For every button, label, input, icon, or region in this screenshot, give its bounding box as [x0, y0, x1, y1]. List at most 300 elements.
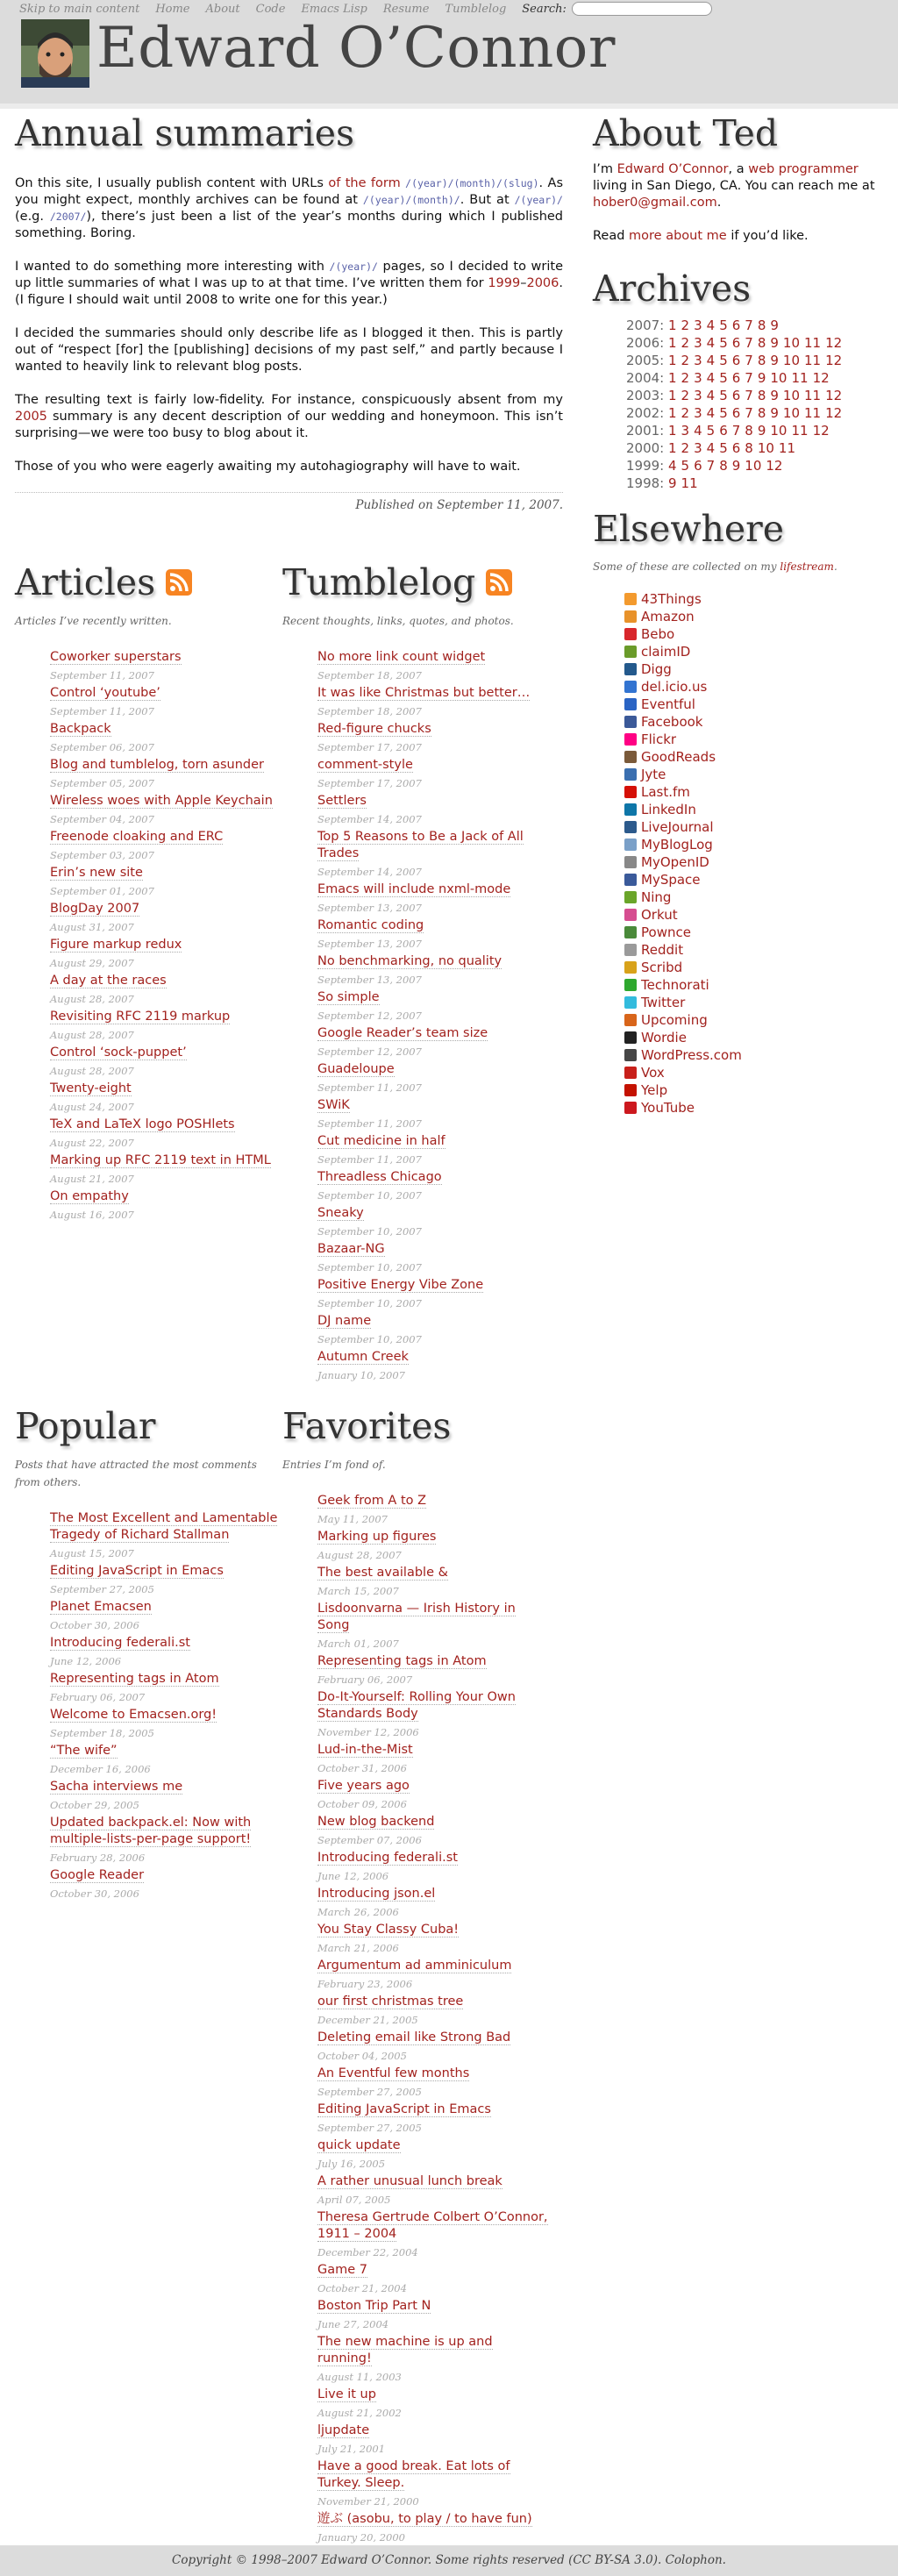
elsewhere-link[interactable]: Facebook [641, 714, 703, 730]
list-item [317, 1205, 550, 1241]
archive-month-link[interactable]: 8 [757, 335, 766, 351]
elsewhere-link[interactable]: Amazon [641, 609, 695, 624]
entry-link[interactable]: Emacs will include nxml-mode [317, 882, 511, 896]
entry-link[interactable]: Settlers [317, 794, 367, 808]
list-item [317, 2209, 550, 2262]
elsewhere-item[interactable] [624, 590, 882, 608]
entry-link[interactable]: A rather unusual lunch break [317, 2174, 502, 2188]
entry-link[interactable]: Google Reader [50, 1868, 145, 1882]
archive-month-link[interactable]: 7 [745, 353, 753, 368]
nav-home[interactable]: Home [155, 2, 190, 16]
entry-link[interactable]: Game 7 [317, 2263, 368, 2277]
archive-month-link[interactable]: 8 [757, 388, 766, 403]
elsewhere-link[interactable]: Ning [641, 889, 672, 905]
elsewhere-link[interactable]: WordPress.com [641, 1047, 742, 1063]
archive-month-link[interactable]: 6 [731, 318, 741, 333]
elsewhere-link[interactable]: claimID [641, 644, 691, 660]
elsewhere-item[interactable] [624, 1099, 882, 1117]
entry-link[interactable]: DJ name [317, 1314, 372, 1328]
entry-link[interactable]: Erin’s new site [50, 866, 143, 880]
entry-link[interactable]: Revisiting RFC 2119 markup [50, 1010, 231, 1024]
archives-heading: Archives [593, 268, 752, 310]
entry-link[interactable]: The Most Excellent and Lamentable Tragedy of Richard Stallman [50, 1511, 278, 1542]
text: On this site, I usually publish content with URLs [15, 176, 329, 190]
entry-link[interactable]: BlogDay 2007 [50, 902, 140, 916]
entry-link[interactable]: Do-It-Yourself: Rolling Your Own Standards Body [317, 1690, 516, 1721]
elsewhere-item[interactable] [624, 924, 882, 941]
entry-link[interactable]: Five years ago [317, 1779, 410, 1793]
entry-date: January 10, 2007 [317, 1369, 405, 1381]
archive-month-link[interactable]: 10 [745, 458, 762, 474]
elsewhere-item[interactable] [624, 959, 882, 976]
archive-month-link[interactable]: 11 [804, 405, 822, 421]
list-item [317, 1958, 550, 1994]
nav-code[interactable]: Code [255, 2, 286, 16]
tumblelog-heading [282, 558, 550, 607]
entry-link[interactable]: Sneaky [317, 1206, 364, 1220]
entry-link[interactable]: It was like Christmas but better… [317, 686, 531, 700]
archive-month-link[interactable]: 4 [706, 353, 716, 368]
archive-month-link[interactable]: 12 [825, 353, 843, 368]
entry-link[interactable]: TeX and LaTeX logo POSHlets [50, 1117, 235, 1131]
archive-month-link[interactable]: 9 [731, 458, 741, 474]
archive-month-link[interactable]: 1 [668, 388, 677, 403]
archive-month-link[interactable]: 8 [757, 318, 766, 333]
entry-link[interactable]: Marking up RFC 2119 text in HTML [50, 1153, 271, 1167]
archive-month-link[interactable]: 9 [770, 318, 779, 333]
elsewhere-item[interactable] [624, 625, 882, 643]
entry-link[interactable]: New blog backend [317, 1815, 435, 1829]
archive-month-link[interactable]: 2 [681, 405, 690, 421]
archive-month-link[interactable]: 5 [719, 370, 728, 386]
entry-link[interactable]: Lud-in-the-Mist [317, 1743, 413, 1757]
archive-month-link[interactable]: 7 [706, 458, 716, 474]
archive-month-link[interactable]: 8 [719, 458, 728, 474]
archive-year: 2002: [626, 405, 668, 421]
archive-month-link[interactable]: 3 [681, 423, 690, 439]
entry-link[interactable]: Representing tags in Atom [317, 1654, 487, 1668]
entry-link[interactable]: You Stay Classy Cuba! [317, 1923, 460, 1937]
jyte-icon [624, 768, 637, 781]
elsewhere-link[interactable]: Jyte [641, 767, 666, 782]
archive-month-link[interactable]: 2 [681, 370, 690, 386]
archive-month-link[interactable]: 6 [731, 353, 741, 368]
archive-month-link[interactable]: 2 [681, 353, 690, 368]
more-about-me-link[interactable]: more about me [629, 229, 727, 243]
entry-link[interactable]: Editing JavaScript in Emacs [317, 2102, 491, 2116]
entry-link[interactable]: comment-style [317, 758, 413, 772]
archive-month-link[interactable]: 4 [706, 388, 716, 403]
archive-month-link[interactable]: 4 [706, 318, 716, 333]
elsewhere-item[interactable] [624, 888, 882, 906]
archive-month-link[interactable]: 4 [706, 440, 716, 456]
elsewhere-item[interactable] [624, 1011, 882, 1029]
name-link[interactable]: Edward O’Connor [616, 162, 729, 176]
rss-feed-icon[interactable] [486, 569, 512, 596]
archive-month-link[interactable]: 2 [681, 335, 690, 351]
archive-month-link[interactable]: 9 [770, 335, 779, 351]
nav-resume[interactable]: Resume [382, 2, 430, 16]
entry-link[interactable]: Blog and tumblelog, torn asunder [50, 758, 264, 772]
archive-month-link[interactable]: 9 [757, 423, 766, 439]
elsewhere-link[interactable]: Flickr [641, 731, 677, 747]
archive-month-link[interactable]: 3 [694, 440, 702, 456]
year-1999-link[interactable]: 1999 [488, 276, 521, 290]
entry-link[interactable]: Control ‘youtube’ [50, 686, 160, 700]
archive-month-link[interactable]: 11 [791, 423, 809, 439]
archive-month-link[interactable]: 1 [668, 318, 677, 333]
elsewhere-link[interactable]: MyOpenID [641, 854, 709, 870]
elsewhere-link[interactable]: Scribd [641, 960, 683, 975]
entry-link[interactable]: “The wife” [50, 1744, 118, 1758]
elsewhere-item[interactable] [624, 976, 882, 994]
elsewhere-item[interactable] [624, 1064, 882, 1081]
elsewhere-link[interactable]: Reddit [641, 942, 684, 958]
archive-month-link[interactable]: 11 [791, 370, 809, 386]
entry-link[interactable]: Boston Trip Part N [317, 2299, 431, 2313]
entry-link[interactable]: Sacha interviews me [50, 1780, 183, 1794]
list-item [50, 1081, 282, 1117]
elsewhere-item[interactable] [624, 801, 882, 818]
entry-link[interactable]: quick update [317, 2138, 401, 2152]
entry-link[interactable]: Deleting email like Strong Bad [317, 2030, 511, 2044]
archive-month-link[interactable]: 5 [681, 458, 690, 474]
archive-month-link[interactable]: 1 [668, 405, 677, 421]
entry-date: August 11, 2003 [317, 2371, 402, 2383]
archive-month-link[interactable]: 7 [731, 423, 741, 439]
elsewhere-item[interactable] [624, 643, 882, 660]
archive-month-link[interactable]: 3 [694, 353, 702, 368]
entry-link[interactable]: The new machine is up and running! [317, 2335, 493, 2365]
archive-month-link[interactable]: 1 [668, 370, 677, 386]
elsewhere-link[interactable]: Wordie [641, 1030, 687, 1045]
elsewhere-item[interactable] [624, 783, 882, 801]
entry-link[interactable]: No benchmarking, no quality [317, 954, 502, 968]
entry-date: December 22, 2004 [317, 2246, 418, 2258]
elsewhere-item[interactable] [624, 941, 882, 959]
archive-month-link[interactable]: 1 [668, 335, 677, 351]
elsewhere-heading: Elsewhere [593, 508, 784, 550]
articles-description: Articles I’ve recently written. [15, 615, 172, 627]
nav-emacs-lisp[interactable]: Emacs Lisp [301, 2, 367, 16]
entry-link[interactable]: Threadless Chicago [317, 1170, 442, 1184]
archive-month-link[interactable]: 5 [706, 423, 716, 439]
entry-link[interactable]: Editing JavaScript in Emacs [50, 1564, 224, 1578]
rss-feed-icon[interactable] [166, 569, 192, 596]
entry-link[interactable]: Bazaar-NG [317, 1242, 385, 1256]
elsewhere-link[interactable]: Technorati [641, 977, 709, 993]
summary-paragraph-4 [15, 392, 563, 442]
email-link[interactable]: hober0@gmail.com [593, 196, 717, 210]
year-2007-link[interactable]: /2007/ [49, 211, 87, 223]
elsewhere-link[interactable]: 43Things [641, 591, 702, 607]
archive-month-link[interactable]: 5 [719, 335, 728, 351]
entry-link[interactable]: Romantic coding [317, 918, 424, 932]
archive-month-link[interactable]: 9 [668, 475, 677, 491]
archive-month-link[interactable]: 9 [770, 405, 779, 421]
sidebar [593, 109, 882, 1117]
list-item [317, 2030, 550, 2066]
elsewhere-item[interactable] [624, 1081, 882, 1099]
archive-month-link[interactable]: 12 [825, 335, 843, 351]
entry-link[interactable]: Top 5 Reasons to Be a Jack of All Trades [317, 830, 524, 860]
archive-month-link[interactable]: 12 [812, 370, 830, 386]
elsewhere-item[interactable] [624, 608, 882, 625]
archive-month-link[interactable]: 2 [681, 388, 690, 403]
archive-month-link[interactable]: 3 [694, 335, 702, 351]
archive-month-link[interactable]: 12 [825, 405, 843, 421]
code-year: /(year)/ [514, 194, 563, 206]
form-link[interactable]: of the form [328, 176, 401, 190]
yelp-icon [624, 1084, 637, 1096]
archive-year-row [593, 457, 882, 475]
year-2005-link[interactable]: 2005 [15, 410, 47, 424]
archive-month-link[interactable]: 12 [766, 458, 783, 474]
entry-link[interactable]: 遊ぶ (asobu, to play / to have fun) [317, 2512, 532, 2526]
archive-month-link[interactable]: 3 [694, 388, 702, 403]
elsewhere-link[interactable]: YouTube [641, 1100, 695, 1116]
archive-month-link[interactable]: 10 [782, 353, 801, 368]
elsewhere-link[interactable]: Pownce [641, 924, 691, 940]
elsewhere-link[interactable]: MySpace [641, 872, 701, 888]
archive-month-link[interactable]: 5 [719, 353, 728, 368]
entry-link[interactable]: Lisdoonvarna — Irish History in Song [317, 1602, 516, 1632]
skip-link[interactable]: Skip to main content [19, 2, 140, 16]
archive-month-link[interactable]: 10 [757, 440, 774, 456]
entry-link[interactable]: SWiK [317, 1098, 350, 1112]
elsewhere-link[interactable]: LinkedIn [641, 802, 696, 817]
elsewhere-item[interactable] [624, 713, 882, 731]
main-content [15, 109, 563, 512]
archive-month-link[interactable]: 2 [681, 440, 690, 456]
archive-month-link[interactable]: 12 [825, 388, 843, 403]
archive-month-link[interactable]: 2 [681, 318, 690, 333]
entry-link[interactable]: Updated backpack.el: Now with multiple-lists-per-page support! [50, 1816, 252, 1846]
archive-month-link[interactable]: 3 [694, 405, 702, 421]
entry-link[interactable]: Introducing federali.st [50, 1636, 190, 1650]
elsewhere-link[interactable]: Twitter [641, 995, 686, 1010]
entry-link[interactable]: Introducing json.el [317, 1887, 436, 1901]
entry-link[interactable]: Representing tags in Atom [50, 1672, 219, 1686]
entry-link[interactable]: Red-figure chucks [317, 722, 431, 736]
elsewhere-link[interactable]: del.icio.us [641, 679, 708, 695]
lifestream-link[interactable]: lifestream [780, 560, 834, 573]
archive-month-link[interactable]: 6 [731, 335, 741, 351]
archive-month-link[interactable]: 4 [706, 370, 716, 386]
entry-link[interactable]: Wireless woes with Apple Keychain [50, 794, 273, 808]
entry-link[interactable]: Control ‘sock-puppet’ [50, 1045, 187, 1060]
archive-month-link[interactable]: 7 [745, 370, 753, 386]
archive-year: 2006: [626, 335, 668, 351]
list-item [50, 793, 282, 829]
archive-month-link[interactable]: 6 [731, 388, 741, 403]
elsewhere-item[interactable] [624, 871, 882, 888]
list-item [50, 1152, 282, 1188]
archive-month-link[interactable]: 5 [719, 388, 728, 403]
elsewhere-link[interactable]: Last.fm [641, 784, 690, 800]
search-input[interactable] [572, 2, 712, 16]
entry-link[interactable]: Welcome to Emacsen.org! [50, 1708, 217, 1722]
entry-link[interactable]: On empathy [50, 1189, 129, 1203]
archive-month-link[interactable]: 6 [731, 370, 741, 386]
entry-link[interactable]: Live it up [317, 2387, 376, 2401]
archive-month-link[interactable]: 6 [719, 423, 728, 439]
archive-month-link[interactable]: 11 [778, 440, 796, 456]
nav-about[interactable]: About [205, 2, 240, 16]
entry-link[interactable]: ljupdate [317, 2423, 370, 2437]
archive-month-link[interactable]: 4 [706, 405, 716, 421]
entry-link[interactable]: The best available & [317, 1566, 448, 1580]
entry-link[interactable]: No more link count widget [317, 650, 486, 664]
archive-month-link[interactable]: 10 [782, 335, 801, 351]
archive-month-link[interactable]: 1 [668, 353, 677, 368]
entry-date: August 21, 2007 [50, 1173, 134, 1185]
list-item [50, 1045, 282, 1081]
elsewhere-item[interactable] [624, 731, 882, 748]
archive-month-link[interactable]: 11 [804, 335, 822, 351]
elsewhere-link[interactable]: Eventful [641, 696, 695, 712]
archive-month-link[interactable]: 6 [694, 458, 702, 474]
archive-month-link[interactable]: 9 [757, 370, 766, 386]
elsewhere-link[interactable]: Digg [641, 661, 672, 677]
entry-link[interactable]: Theresa Gertrude Colbert O’Connor, 1911 – 2004 [317, 2210, 548, 2241]
archive-month-link[interactable]: 1 [668, 423, 677, 439]
archive-month-link[interactable]: 5 [719, 405, 728, 421]
archive-month-link[interactable]: 12 [812, 423, 830, 439]
list-item [317, 1601, 550, 1653]
elsewhere-link[interactable]: LiveJournal [641, 819, 714, 835]
archive-month-link[interactable]: 10 [782, 405, 801, 421]
entry-link[interactable]: Cut medicine in half [317, 1134, 445, 1148]
archive-month-link[interactable]: 7 [745, 335, 753, 351]
archive-month-link[interactable]: 5 [719, 440, 728, 456]
text: summary is any decent description of our wedding and honeymoon. This isn’t surprising—we were too busy to blog about it. [15, 410, 563, 440]
entry-link[interactable]: Twenty-eight [50, 1081, 132, 1095]
entry-link[interactable]: Google Reader’s team size [317, 1026, 488, 1040]
entry-link[interactable]: Coworker superstars [50, 650, 182, 664]
archive-month-link[interactable]: 7 [745, 405, 753, 421]
job-link[interactable]: web programmer [748, 162, 859, 176]
entry-link[interactable]: So simple [317, 990, 380, 1004]
elsewhere-link[interactable]: Upcoming [641, 1012, 708, 1028]
entry-link[interactable]: Autumn Creek [317, 1350, 409, 1364]
elsewhere-link[interactable]: Bebo [641, 626, 675, 642]
entry-link[interactable]: Argumentum ad amminiculum [317, 1959, 512, 1973]
articles-list [15, 649, 282, 1224]
elsewhere-item[interactable] [624, 678, 882, 696]
elsewhere-link[interactable]: Yelp [641, 1082, 668, 1098]
archive-month-link[interactable]: 6 [731, 405, 741, 421]
archive-month-link[interactable]: 8 [757, 353, 766, 368]
year-2006-link[interactable]: 2006 [526, 276, 559, 290]
site-title[interactable]: Edward O’Connor [96, 16, 616, 81]
archive-month-link[interactable]: 4 [668, 458, 677, 474]
entry-date: September 07, 2006 [317, 1834, 422, 1846]
archive-month-link[interactable]: 8 [745, 423, 753, 439]
elsewhere-link[interactable]: GoodReads [641, 749, 716, 765]
entry-date: September 11, 2007 [317, 1153, 422, 1166]
archive-month-link[interactable]: 10 [770, 423, 788, 439]
archive-month-link[interactable]: 10 [770, 370, 788, 386]
archive-month-link[interactable]: 7 [745, 388, 753, 403]
elsewhere-link[interactable]: Orkut [641, 907, 678, 923]
archive-month-link[interactable]: 4 [706, 335, 716, 351]
elsewhere-item[interactable] [624, 994, 882, 1011]
elsewhere-item[interactable] [624, 696, 882, 713]
archive-month-link[interactable]: 8 [757, 405, 766, 421]
elsewhere-item[interactable] [624, 748, 882, 766]
entry-link[interactable]: A day at the races [50, 974, 167, 988]
elsewhere-item[interactable] [624, 853, 882, 871]
elsewhere-item[interactable] [624, 818, 882, 836]
entry-link[interactable]: Planet Emacsen [50, 1600, 152, 1614]
nav-tumblelog[interactable]: Tumblelog [445, 2, 507, 16]
archive-year-row [593, 387, 882, 404]
archive-month-link[interactable]: 9 [770, 353, 779, 368]
search-label: Search: [522, 2, 567, 16]
archive-month-link[interactable]: 11 [804, 388, 822, 403]
archive-month-link[interactable]: 3 [694, 370, 702, 386]
list-item [317, 953, 550, 989]
entry-link[interactable]: Freenode cloaking and ERC [50, 830, 224, 844]
avatar[interactable] [21, 19, 89, 88]
entry-link[interactable]: Figure markup redux [50, 938, 182, 952]
elsewhere-item[interactable] [624, 766, 882, 783]
elsewhere-item[interactable] [624, 1046, 882, 1064]
entry-link[interactable]: Have a good break. Eat lots of Turkey. Sleep. [317, 2459, 510, 2490]
archive-month-link[interactable]: 8 [745, 440, 753, 456]
archive-month-link[interactable]: 11 [681, 475, 698, 491]
entry-link[interactable]: Introducing federali.st [317, 1851, 458, 1865]
youtube-icon [624, 1102, 637, 1114]
elsewhere-item[interactable] [624, 660, 882, 678]
entry-link[interactable]: Positive Energy Vibe Zone [317, 1278, 484, 1292]
vox-icon [624, 1067, 637, 1079]
archive-year-row [593, 334, 882, 352]
archive-month-link[interactable]: 4 [694, 423, 702, 439]
entry-date: September 14, 2007 [317, 866, 422, 878]
text: . [833, 560, 837, 573]
entry-link[interactable]: An Eventful few months [317, 2066, 470, 2080]
entry-date: August 31, 2007 [50, 921, 134, 933]
entry-link[interactable]: Guadeloupe [317, 1062, 395, 1076]
entry-link[interactable]: Backpack [50, 722, 111, 736]
archive-month-link[interactable]: 10 [782, 388, 801, 403]
entry-date: March 26, 2006 [317, 1906, 399, 1918]
text: . But at [460, 193, 515, 207]
archive-month-link[interactable]: 3 [694, 318, 702, 333]
entry-link[interactable]: Geek from A to Z [317, 1494, 427, 1508]
archive-month-link[interactable]: 1 [668, 440, 677, 456]
elsewhere-link[interactable]: Vox [641, 1065, 665, 1081]
archive-month-link[interactable]: 11 [804, 353, 822, 368]
archive-month-link[interactable]: 9 [770, 388, 779, 403]
elsewhere-item[interactable] [624, 906, 882, 924]
entry-date: June 12, 2006 [50, 1655, 122, 1667]
entry-link[interactable]: Marking up figures [317, 1530, 437, 1544]
text: pages, so I decided to write up little summaries of what I was up to at that time. I’ve written them for [15, 260, 564, 290]
elsewhere-item[interactable] [624, 1029, 882, 1046]
list-item [317, 1097, 550, 1133]
archive-month-link[interactable]: 6 [731, 440, 741, 456]
archive-month-link[interactable]: 5 [719, 318, 728, 333]
elsewhere-link[interactable]: MyBlogLog [641, 837, 713, 853]
elsewhere-item[interactable] [624, 836, 882, 853]
list-item [317, 2458, 550, 2511]
archive-month-link[interactable]: 7 [745, 318, 753, 333]
entry-link[interactable]: our first christmas tree [317, 1994, 464, 2009]
list-item [50, 649, 282, 685]
